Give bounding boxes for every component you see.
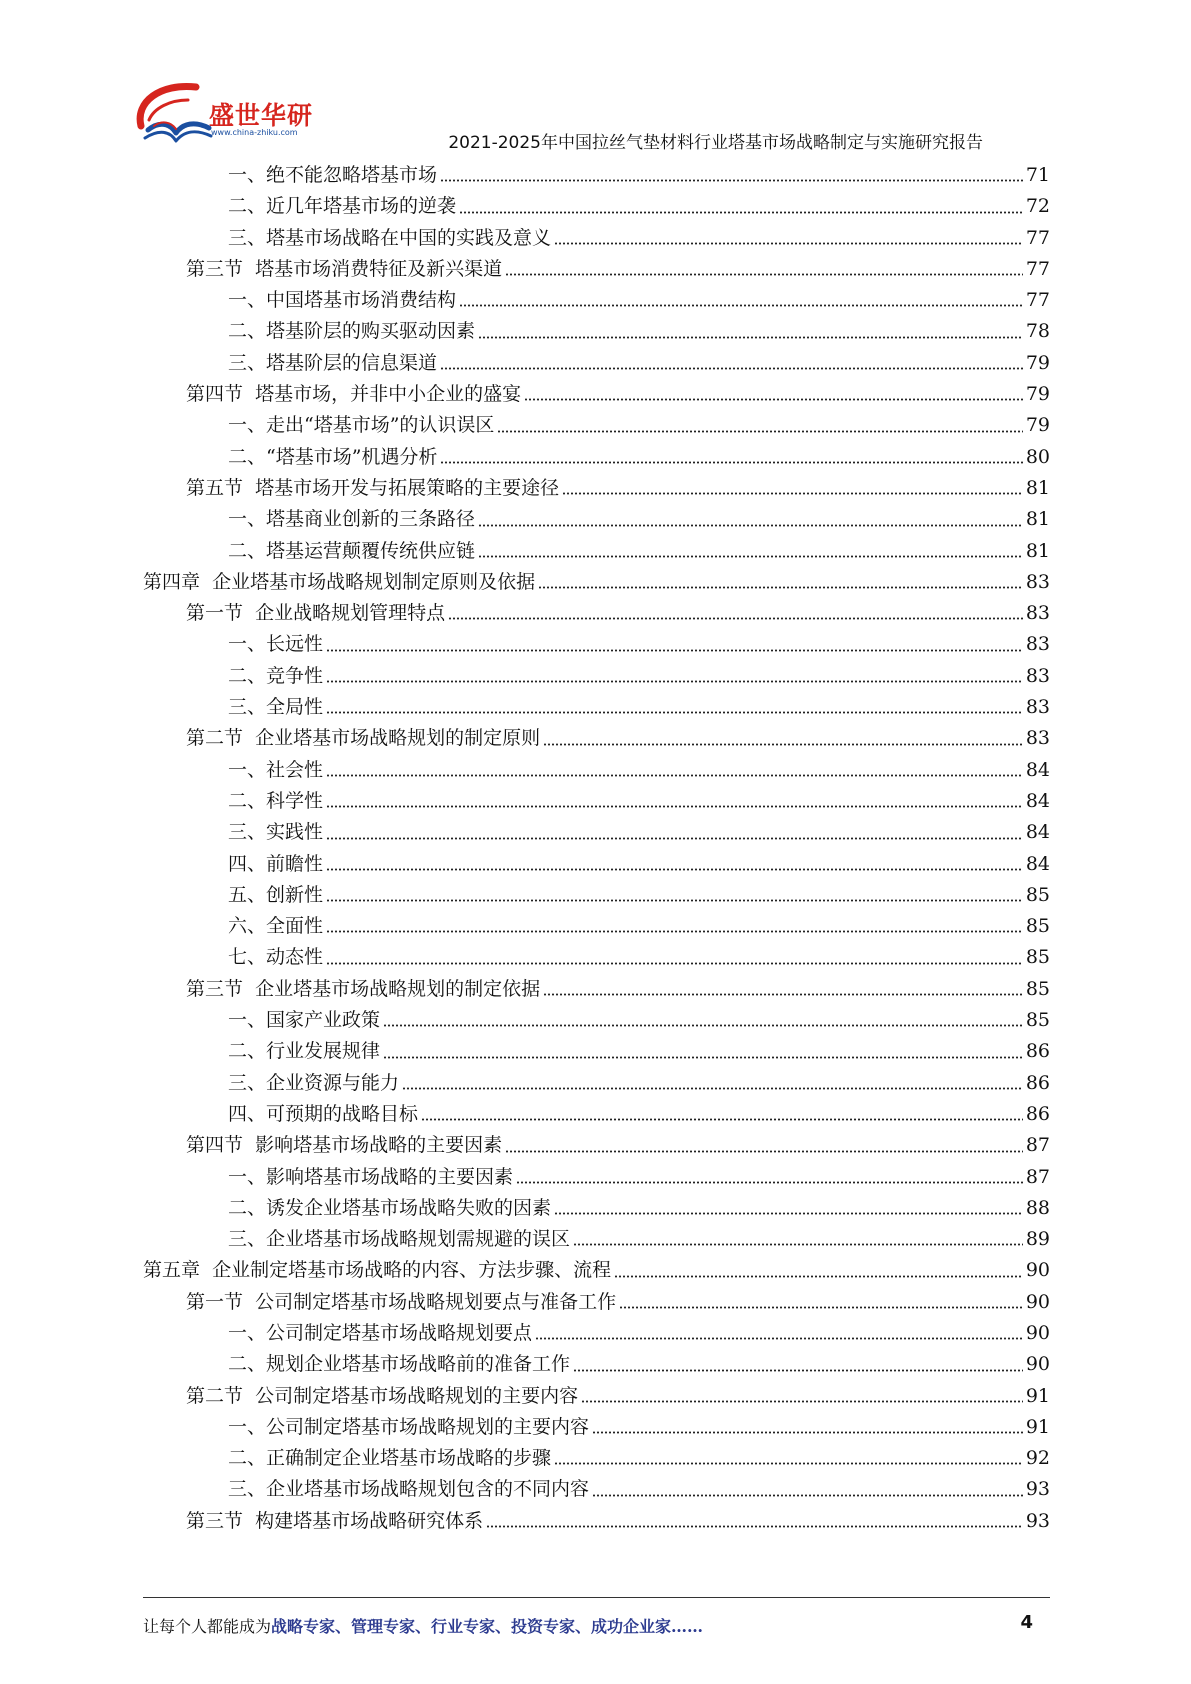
toc-page-number: 77 [1025,226,1050,249]
dot-leader [505,1150,1023,1153]
toc-entry-item [143,504,1050,535]
toc-entry-title: 六、全面性 [228,915,324,938]
toc-page-number: 89 [1025,1228,1050,1251]
toc-entry-title: 二、近几年塔基市场的逆袭 [228,195,457,218]
toc-entry-title: 二、塔基运营颠覆传统供应链 [228,539,476,562]
dot-leader [326,680,1023,683]
toc-page-number: 83 [1025,696,1050,719]
toc-entry-section [143,1506,1050,1537]
dot-leader [326,868,1023,871]
footer-slogan-prefix: 让每个人都能成为 [143,1617,272,1636]
toc-entry-item [143,191,1050,222]
dot-leader [535,1337,1023,1340]
toc-entry-title: 第五章 企业制定塔基市场战略的内容、方法步骤、流程 [143,1259,612,1282]
toc-page-number: 81 [1025,508,1050,531]
toc-entry-item [143,1162,1050,1193]
toc-entry-section [143,1287,1050,1318]
footer-slogan-highlight: 战略专家、管理专家、行业专家、投资专家、成功企业家…… [271,1617,704,1636]
toc-page-number: 83 [1025,664,1050,687]
dot-leader [581,1400,1023,1403]
toc-page-number: 77 [1025,289,1050,312]
toc-page-number: 85 [1025,883,1050,906]
toc-entry-section [143,379,1050,410]
dot-leader [326,805,1023,808]
dot-leader [543,993,1023,996]
toc-page-number: 81 [1025,539,1050,562]
dot-leader [562,492,1023,495]
dot-leader [573,1369,1023,1372]
dot-leader [326,774,1023,777]
toc-entry-item [143,410,1050,441]
toc-entry-title: 三、企业塔基市场战略规划需规避的误区 [228,1228,571,1251]
report-title: 2021-2025年中国拉丝气垫材料行业塔基市场战略制定与实施研究报告 [448,133,983,153]
dot-leader [326,649,1023,652]
toc-entry-title: 二、行业发展规律 [228,1040,381,1063]
toc-entry-title: 一、公司制定塔基市场战略规划要点 [228,1321,533,1344]
toc-page-number: 86 [1025,1040,1050,1063]
toc-entry-title: 四、可预期的战略目标 [228,1102,419,1125]
toc-entry-title: 三、全局性 [228,696,324,719]
toc-entry-item [143,1193,1050,1224]
toc-entry-title: 第三节 塔基市场消费特征及新兴渠道 [186,257,503,280]
toc-entry-item [143,1349,1050,1380]
toc-entry-title: 二、正确制定企业塔基市场战略的步骤 [228,1447,552,1470]
logo-text: 盛世华研 [209,101,314,130]
toc-entry-chapter [143,1255,1050,1286]
toc-page-number: 81 [1025,476,1050,499]
toc-entry-item [143,442,1050,473]
toc-entry-title: 一、国家产业政策 [228,1009,381,1032]
toc-entry-item [143,786,1050,817]
toc-entry-title: 一、社会性 [228,758,324,781]
toc-entry-title: 五、创新性 [228,883,324,906]
toc-entry-title: 第一节 公司制定塔基市场战略规划要点与准备工作 [186,1290,617,1313]
toc-entry-item [143,755,1050,786]
toc-entry-title: 三、塔基市场战略在中国的实践及意义 [228,226,552,249]
toc-page-number: 84 [1025,821,1050,844]
toc-entry-section [143,598,1050,629]
dot-leader [538,586,1023,589]
toc-page-number: 90 [1025,1290,1050,1313]
toc-entry-title: 一、长远性 [228,633,324,656]
dot-leader [448,617,1023,620]
toc-page-number: 93 [1025,1509,1050,1532]
dot-leader [326,962,1023,965]
toc-entry-item [143,1318,1050,1349]
toc-entry-title: 三、企业资源与能力 [228,1071,400,1094]
toc-page-number: 83 [1025,727,1050,750]
toc-entry-title: 第五节 塔基市场开发与拓展策略的主要途径 [186,476,560,499]
toc-page-number: 85 [1025,1009,1050,1032]
toc-page-number: 87 [1025,1165,1050,1188]
toc-entry-title: 二、竞争性 [228,664,324,687]
toc-entry-title: 二、规划企业塔基市场战略前的准备工作 [228,1353,571,1376]
toc-entry-item [143,1068,1050,1099]
toc-entry-section [143,1130,1050,1161]
dot-leader [326,711,1023,714]
dot-leader [505,273,1023,276]
toc-page-number: 88 [1025,1196,1050,1219]
toc-entry-item [143,692,1050,723]
toc-page-number: 84 [1025,852,1050,875]
toc-page-number: 80 [1025,445,1050,468]
dot-leader [554,242,1023,245]
toc-entry-title: 第四节 影响塔基市场战略的主要因素 [186,1134,503,1157]
toc-entry-item [143,1412,1050,1443]
toc-entry-item [143,160,1050,191]
toc-page-number: 77 [1025,257,1050,280]
toc-entry-title: 第四节 塔基市场，并非中小企业的盛宴 [186,383,522,406]
toc-entry-section [143,473,1050,504]
toc-entry-title: 第三节 企业塔基市场战略规划的制定依据 [186,977,541,1000]
toc-entry-title: 第一节 企业战略规划管理特点 [186,602,446,625]
toc-entry-title: 一、塔基商业创新的三条路径 [228,508,476,531]
toc-entry-item [143,1099,1050,1130]
toc-page-number: 85 [1025,977,1050,1000]
toc-entry-section [143,1381,1050,1412]
dot-leader [573,1243,1023,1246]
dot-leader [383,1024,1023,1027]
toc-page-number: 91 [1025,1384,1050,1407]
dot-leader [459,304,1023,307]
toc-page-number: 83 [1025,633,1050,656]
toc-page-number: 84 [1025,758,1050,781]
toc-entry-title: 二、塔基阶层的购买驱动因素 [228,320,476,343]
toc-entry-item [143,661,1050,692]
toc-page-number: 83 [1025,570,1050,593]
toc-page-number: 71 [1025,164,1050,186]
dot-leader [421,1118,1023,1121]
dot-leader [440,179,1023,182]
toc-entry-title: 一、公司制定塔基市场战略规划的主要内容 [228,1415,590,1438]
dot-leader [497,430,1022,433]
dot-leader [478,555,1023,558]
toc-entry-item [143,1474,1050,1505]
toc-page-number: 79 [1025,414,1050,437]
footer-divider [143,1597,1050,1598]
toc-entry-item [143,223,1050,254]
toc-page-number: 87 [1025,1134,1050,1157]
toc-page-number: 83 [1025,602,1050,625]
toc-entry-title: 四、前瞻性 [228,852,324,875]
page-number: 4 [1020,1612,1033,1633]
toc-page-number: 84 [1025,789,1050,812]
toc-entry-title: 二、科学性 [228,789,324,812]
dot-leader [543,743,1023,746]
toc-page-number: 85 [1025,946,1050,969]
dot-leader [554,1212,1023,1215]
toc-page-number: 86 [1025,1102,1050,1125]
dot-leader [478,524,1023,527]
toc-entry-title: 第三节 构建塔基市场战略研究体系 [186,1509,484,1532]
dot-leader [326,837,1023,840]
toc-entry-item [143,1224,1050,1255]
dot-leader [524,398,1023,401]
toc-entry-item [143,316,1050,347]
dot-leader [516,1181,1023,1184]
toc-entry-title: 第四章 企业塔基市场战略规划制定原则及依据 [143,570,536,593]
toc-entry-item [143,348,1050,379]
toc-entry-item [143,1443,1050,1474]
dot-leader [440,367,1023,370]
toc-entry-section [143,974,1050,1005]
toc-entry-title: 第二节 公司制定塔基市场战略规划的主要内容 [186,1384,579,1407]
toc-entry-title: 一、中国塔基市场消费结构 [228,289,457,312]
toc-page-number: 86 [1025,1071,1050,1094]
toc-entry-item [143,285,1050,316]
toc-page-number: 79 [1025,351,1050,374]
toc-entry-title: 一、走出“塔基市场”的认识误区 [228,414,495,437]
toc-page-number: 90 [1025,1353,1050,1376]
toc-entry-item [143,942,1050,973]
dot-leader [619,1306,1023,1309]
toc-page-number: 91 [1025,1415,1050,1438]
logo-url: www.china-zhiku.com [211,128,298,137]
dot-leader [383,1056,1023,1059]
dot-leader [326,899,1023,902]
toc-page-number: 92 [1025,1447,1050,1470]
toc-page-number: 90 [1025,1259,1050,1282]
toc-entry-item [143,911,1050,942]
toc-entry-title: 一、绝不能忽略塔基市场 [228,164,438,186]
toc-page-number: 72 [1025,195,1050,218]
dot-leader [486,1525,1023,1528]
dot-leader [402,1087,1023,1090]
logo-icon [132,80,214,146]
toc-page-number: 85 [1025,915,1050,938]
dot-leader [554,1462,1023,1465]
dot-leader [614,1275,1023,1278]
toc-entry-title: 三、实践性 [228,821,324,844]
toc-entry-title: 七、动态性 [228,946,324,969]
toc-page-number: 93 [1025,1478,1050,1501]
toc-entry-item [143,817,1050,848]
toc-page-number: 78 [1025,320,1050,343]
dot-leader [592,1494,1023,1497]
dot-leader [459,211,1023,214]
toc-entry-title: 二、诱发企业塔基市场战略失败的因素 [228,1196,552,1219]
dot-leader [326,930,1023,933]
toc-entry-item [143,1036,1050,1067]
toc-entry-section [143,254,1050,285]
footer-slogan [143,1614,703,1637]
toc-entry-item [143,849,1050,880]
toc-entry-section [143,723,1050,754]
toc-entry-title: 三、塔基阶层的信息渠道 [228,351,438,374]
toc-entry-item [143,880,1050,911]
toc-entry-title: 一、影响塔基市场战略的主要因素 [228,1165,514,1188]
toc-entry-chapter [143,567,1050,598]
dot-leader [440,461,1022,464]
dot-leader [478,336,1023,339]
toc-page-number: 90 [1025,1321,1050,1344]
toc-page-number: 79 [1025,383,1050,406]
toc-entry-title: 三、企业塔基市场战略规划包含的不同内容 [228,1478,590,1501]
toc-entry-item [143,536,1050,567]
table-of-contents [143,160,1050,1537]
toc-entry-title: 二、“塔基市场”机遇分析 [228,445,438,468]
toc-entry-title: 第二节 企业塔基市场战略规划的制定原则 [186,727,541,750]
dot-leader [592,1431,1023,1434]
toc-entry-item [143,1005,1050,1036]
toc-entry-item [143,629,1050,660]
